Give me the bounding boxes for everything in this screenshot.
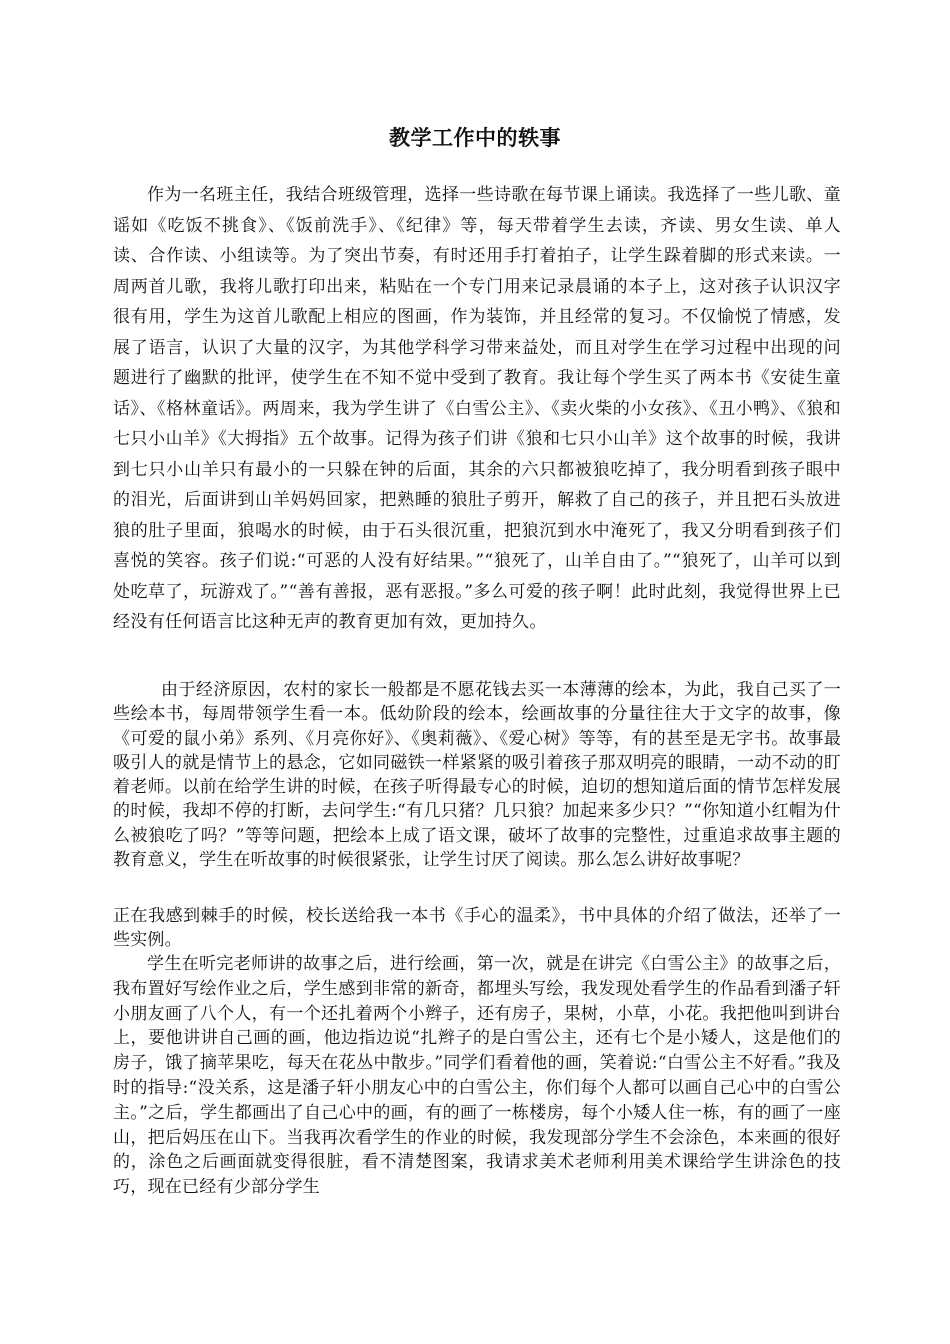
paragraph-poetry-reading: 作为一名班主任，我结合班级管理，选择一些诗歌在每节课上诵读。我选择了一些儿歌、童谣如《吃饭不挑食》、《饭前洗手》、《纪律》等，每天带着学生去读，齐读、男女生读、单人读、合作读、小组读等。为了突出节奏，有时还用手打着拍子，让学生跺着脚的形式来读。一周两首儿歌，我将儿歌打印出来，粘贴在一个专门用来记录晨诵的本子上，这对孩子认识汉字很有用，学生为这首儿歌配上相应的图画，作为装饰，并且经常的复习。不仅愉悦了情感，发展了语言，认识了大量的汉字，为其他学科学习带来益处，而且对学生在学习过程中出现的问题进行了幽默的批评，使学生在不知不觉中受到了教育。我让每个学生买了两本书《安徒生童话》、《格林童话》。两周来，我为学生讲了《白雪公主》、《卖火柴的小女孩》、《丑小鸭》、《狼和七只小山羊》《大拇指》五个故事。记得为孩子们讲《狼和七只小山羊》这个故事的时候，我讲到七只小山羊只有最小的一只躲在钟的后面，其余的六只都被狼吃掉了，我分明看到孩子眼中的泪光，后面讲到山羊妈妈回家，把熟睡的狼肚子剪开，解救了自己的孩子，并且把石头放进狼的肚子里面，狼喝水的时候，由于石头很沉重，把狼沉到水中淹死了，我又分明看到孩子们喜悦的笑容。孩子们说:“可恶的人没有好结果。”“狼死了，山羊自由了。”“狼死了，山羊可以到处吃草了，玩游戏了。”“善有善报，恶有恶报。”多么可爱的孩子啊！此时此刻，我觉得世界上已经没有任何语言比这种无声的教育更加有效，更加持久。 [113,185,841,632]
paragraph-drawing-stories: 学生在听完老师讲的故事之后，进行绘画，第一次，就是在讲完《白雪公主》的故事之后，我布置好写绘作业之后，学生感到非常的新奇，都埋头写绘，我发现处看学生的作品看到潘子轩小朋友画了八个人，有一个还扎着两个小辫子，还有房子，果树，小草，小花。我把他叫到讲台上，要他讲讲自己画的画，他边指边说“扎辫子的是白雪公主，还有七个是小矮人，这是他们的房子，饿了摘苹果吃，每天在花丛中散步。”同学们看着他的画，笑着说:“白雪公主不好看。”我及时的指导:“没关系，这是潘子轩小朋友心中的白雪公主，你们每个人都可以画自己心中的白雪公主。”之后，学生都画出了自己心中的画，有的画了一栋楼房，每个小矮人住一栋，有的画了一座山，把后妈压在山下。当我再次看学生的作业的时候，我发现部分学生不会涂色，本来画的很好的，涂色之后画面就变得很脏，看不清楚图案，我请求美术老师利用美术课给学生讲涂色的技巧，现在已经有少部分学生 [113,954,841,1198]
paragraph-principal-book: 正在我感到棘手的时候，校长送给我一本书《手心的温柔》，书中具体的介绍了做法，还举了一些实例。 [113,906,841,951]
paragraph-picture-books: 由于经济原因，农村的家长一般都是不愿花钱去买一本薄薄的绘本，为此，我自己买了一些绘本书，每周带领学生看一本。低幼阶段的绘本，绘画故事的分量往往大于文字的故事，像《可爱的鼠小弟》系列、《月亮你好》、《奥莉薇》、《爱心树》等等，有的甚至是无字书。故事最吸引人的就是情节上的悬念，它如同磁铁一样紧紧的吸引着孩子那双明亮的眼睛，一动不动的盯着老师。以前在给学生讲的时候，在孩子听得最专心的时候，迫切的想知道后面的情节怎样发展的时候，我却不停的打断，去问学生:“有几只猪？几只狼？加起来多少只？”“你知道小红帽为什么被狼吃了吗？”等等问题，把绘本上成了语文课，破坏了故事的完整性，过重追求故事主题的教育意义，学生在听故事的时候很紧张，让学生讨厌了阅读。那么怎么讲好故事呢？ [113,680,841,871]
document-title: 教学工作中的轶事 [389,125,561,150]
